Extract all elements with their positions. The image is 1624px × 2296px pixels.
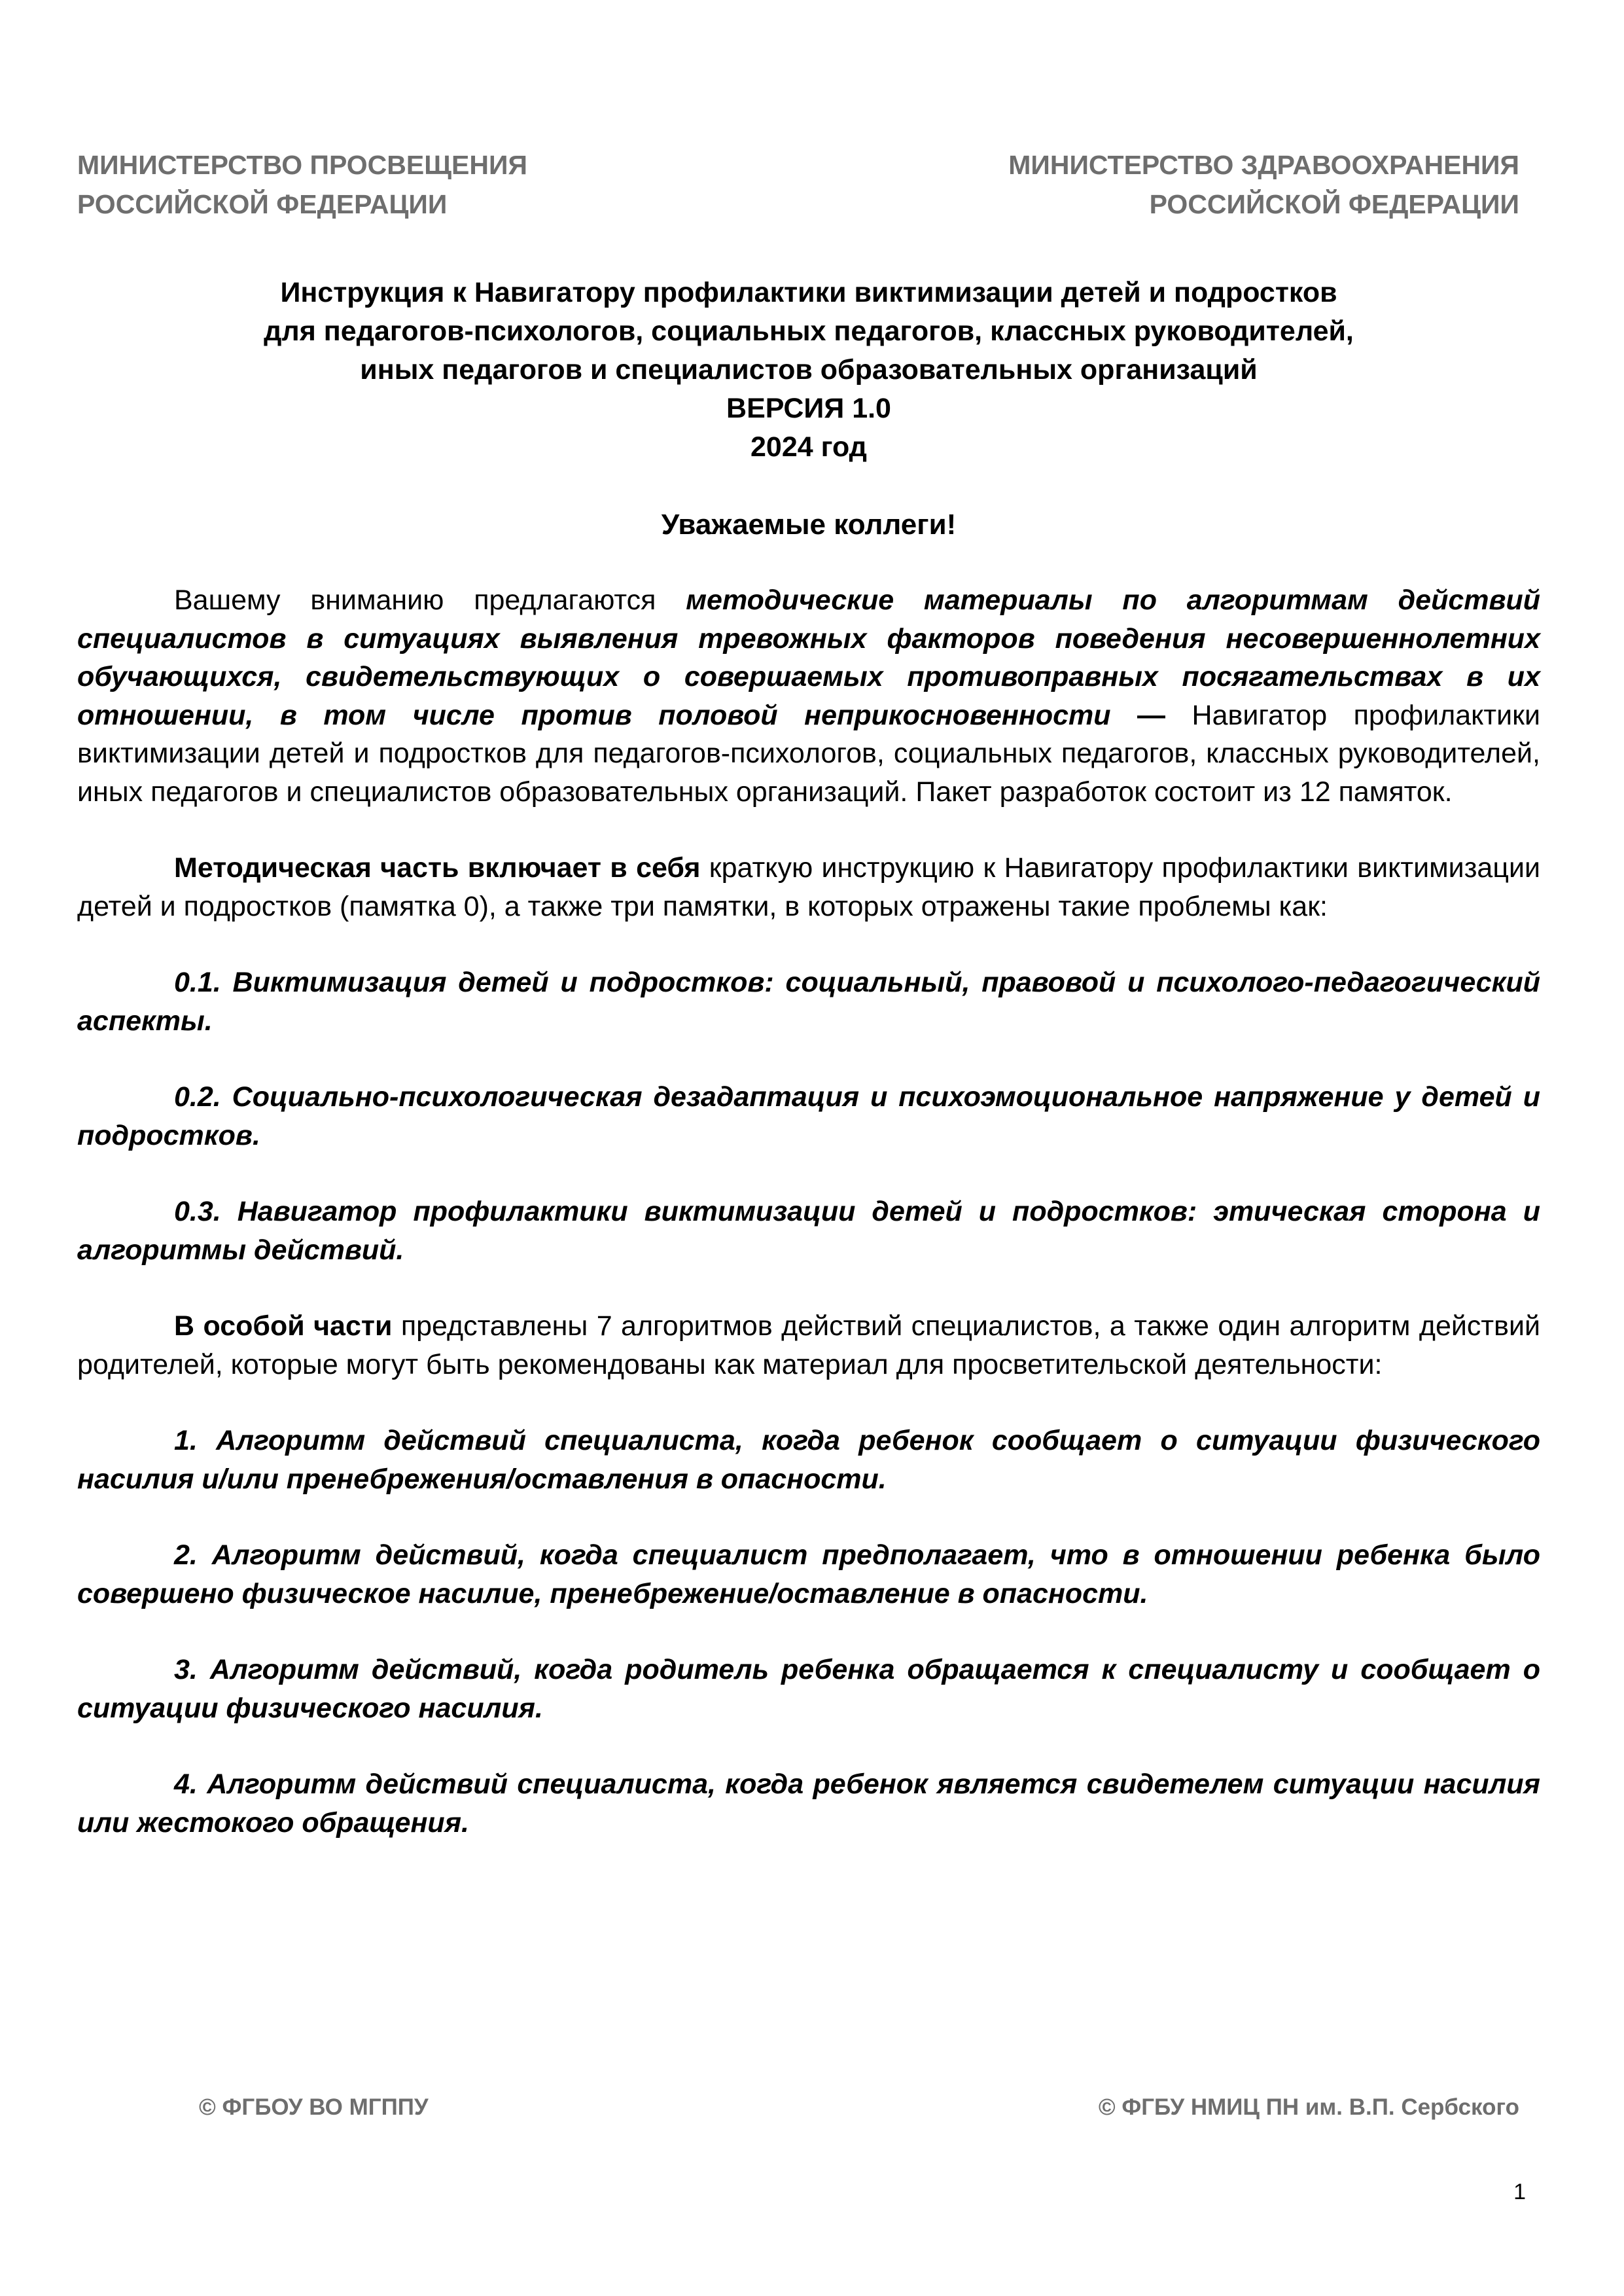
ministry-education-heading: [77, 145, 527, 224]
memo-item: 0.2. Социально-психологическая дезадаптация и психоэмоциональное напряжение у детей и подростков.: [77, 1081, 1540, 1151]
intro-rest: Навигатор профилактики виктимизации детей и подростков для педагогов-психологов, социальных педагогов, классных руководителей, иных педагогов и специалистов образовательных организаций. Пакет разработок состоит из 12 памяток.: [77, 699, 1540, 808]
algorithm-item: 4. Алгоритм действий специалиста, когда ребенок является свидетелем ситуации насилия или жестокого обращения.: [77, 1768, 1540, 1839]
document-page: [77, 0, 1539, 2296]
title-line-1: Инструкция к Навигатору профилактики виктимизации детей и подростков: [280, 277, 1337, 308]
title-version: ВЕРСИЯ 1.0: [726, 393, 891, 424]
intro-emphasis: методические материалы по алгоритмам действий специалистов в ситуациях выявления тревожных факторов поведения несовершеннолетних обучающихся, свидетельствующих о совершаемых противоправных посягательствах в их отношении, в том числе против половой неприкосновенности: [77, 584, 1540, 731]
page-header: [77, 145, 1519, 224]
algorithm-item: 2. Алгоритм действий, когда специалист предполагает, что в отношении ребенка было совершено физическое насилие, пренебрежение/оставление в опасности.: [77, 1539, 1540, 1609]
greeting: Уважаемые коллеги!: [661, 509, 957, 541]
methodical-paragraph: [77, 849, 1540, 925]
methodical-text: краткую инструкцию к Навигатору профилактики виктимизации детей и подростков (памятка 0), а также три памятки, в которых отражены такие проблемы как:: [77, 852, 1540, 922]
special-heading: В особой части: [174, 1310, 393, 1342]
ministry-health-line2: РОССИЙСКОЙ ФЕДЕРАЦИИ: [1149, 189, 1519, 219]
intro-lead: Вашему вниманию предлагаются: [174, 584, 686, 616]
algorithm-item: 1. Алгоритм действий специалиста, когда ребенок сообщает о ситуации физического насилия и/или пренебрежения/оставления в опасности.: [77, 1425, 1540, 1495]
page-footer: [77, 2094, 1519, 2134]
intro-dash: —: [1110, 699, 1192, 731]
ministry-health-line1: МИНИСТЕРСТВО ЗДРАВООХРАНЕНИЯ: [1008, 150, 1519, 180]
title-line-2: для педагогов-психологов, социальных педагогов, классных руководителей,: [264, 315, 1354, 347]
title-line-3: иных педагогов и специалистов образовательных организаций: [360, 354, 1258, 386]
memo-item: 0.3. Навигатор профилактики виктимизации детей и подростков: этическая сторона и алгоритмы действий.: [77, 1196, 1540, 1266]
footer-copyright-mgppu: © ФГБОУ ВО МГППУ: [199, 2094, 429, 2120]
intro-paragraph: [77, 581, 1540, 811]
title-year: 2024 год: [750, 431, 867, 463]
footer-copyright-serbsky: © ФГБУ НМИЦ ПН им. В.П. Сербского: [1098, 2094, 1519, 2120]
ministry-education-line1: МИНИСТЕРСТВО ПРОСВЕЩЕНИЯ: [77, 150, 527, 180]
page-number: 1: [1513, 2179, 1526, 2204]
special-text: представлены 7 алгоритмов действий специалистов, а также один алгоритм действий родителей, которые могут быть рекомендованы как материал для просветительской деятельности:: [77, 1310, 1541, 1380]
algorithm-item: 3. Алгоритм действий, когда родитель ребенка обращается к специалисту и сообщает о ситуации физического насилия.: [77, 1654, 1540, 1724]
memo-item: 0.1. Виктимизация детей и подростков: социальный, правовой и психолого-педагогический аспекты.: [77, 967, 1540, 1037]
ministry-health-heading: [1008, 145, 1519, 224]
document-body: [77, 581, 1540, 1880]
ministry-education-line2: РОССИЙСКОЙ ФЕДЕРАЦИИ: [77, 189, 448, 219]
document-title: [77, 274, 1540, 467]
methodical-heading: Методическая часть включает в себя: [174, 852, 701, 884]
special-paragraph: [77, 1307, 1540, 1384]
